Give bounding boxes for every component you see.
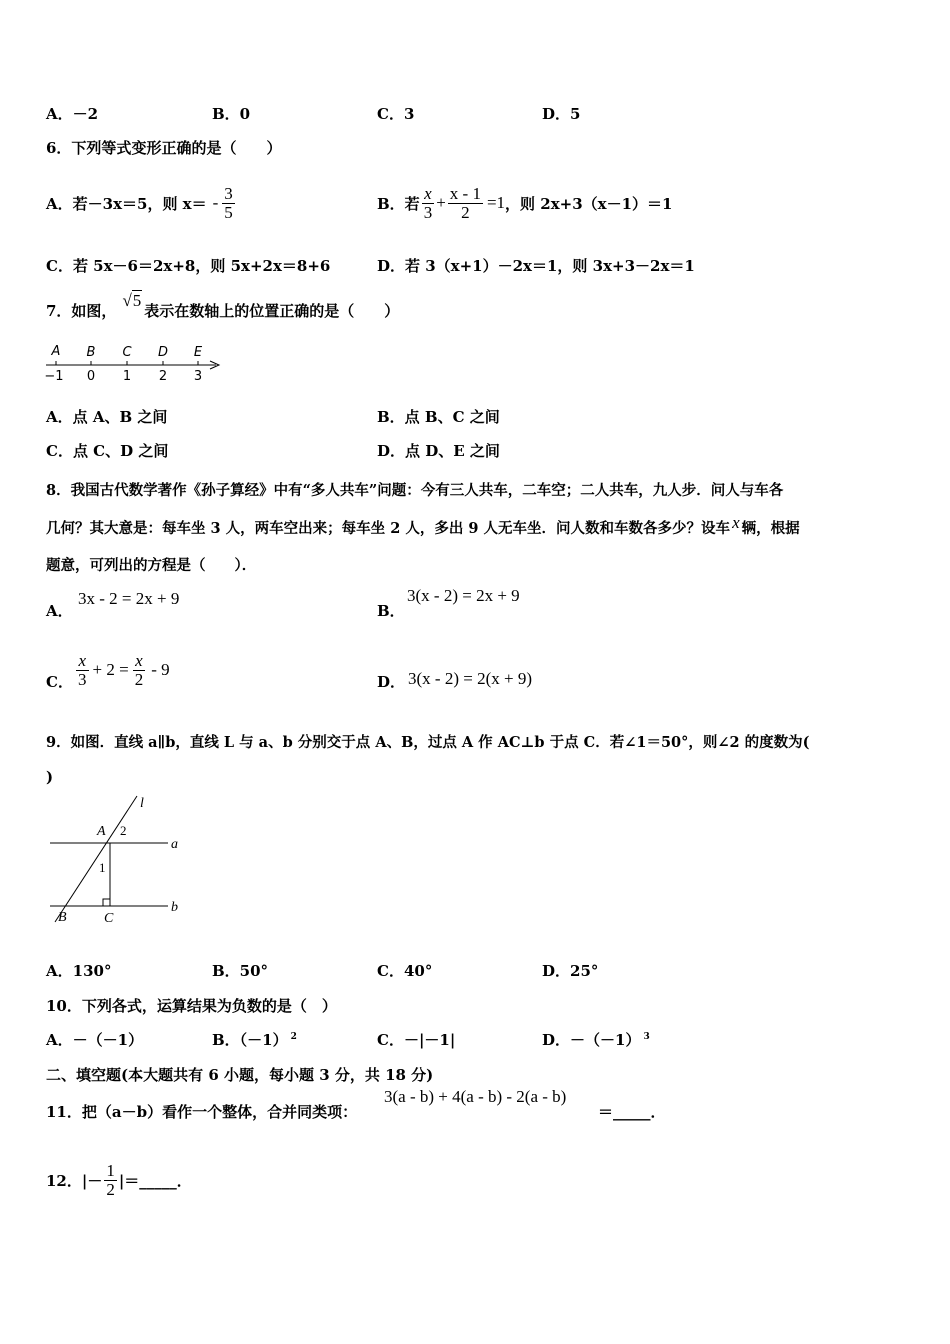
q10-option-d-exponent: 3 [643,1032,650,1042]
q8-line-2-pre: 几何？其大意是：每车坐 3 人，两车空出来；每车坐 2 人，多出 9 人无车坐．问人数和车数各多少？设车 [46,520,731,537]
q7-option-a: A．点 A、B 之间 [46,408,168,426]
fraction-numerator: 1 [106,1160,115,1180]
q7-stem-post: 表示在数轴上的位置正确的是（ ） [144,301,400,320]
q6-option-c: C．若 5x－6＝2x+8，则 5x+2x＝8+6 [46,257,331,275]
q8-option-c-fraction-2 [133,652,146,689]
plus-sign: + [436,193,446,212]
q8-line-3: 题意，可列出的方程是（ ）． [46,557,257,574]
q6-option-a-label: A．若－3x＝5，则 x＝ [46,194,207,213]
axis-letter-c: C [122,345,132,360]
label-point-a: A [97,824,106,839]
right-angle-icon [103,899,110,906]
label-line-b: b [171,900,178,915]
q6-option-b-fraction-1 [422,185,435,222]
q12-line [46,1150,192,1210]
axis-letter-e: E [193,345,203,360]
equals-one: =1 [486,193,506,212]
q10-option-b-exponent: 2 [290,1032,297,1042]
q8-option-a-label: A． [46,602,73,620]
q8-line-2 [46,513,800,538]
sqrt-five [122,291,142,311]
q10-option-b [212,1029,297,1050]
radical-icon: √ [122,291,132,310]
q9-line-2: ) [46,768,54,786]
q6-stem: 6．下列等式变形正确的是（ ） [46,139,282,157]
axis-letter-a: A [51,344,61,359]
fraction-denominator: 2 [448,203,483,222]
q5-option-b: B．0 [212,105,251,123]
q6-option-b-label: B．若 [377,194,420,213]
q8-option-d-equation: 3(x - 2) = 2(x + 9) [408,669,532,688]
q6-option-a-fraction [222,185,235,222]
section-2-title: 二、填空题(本大题共有 6 小题，每小题 3 分，共 18 分) [46,1066,434,1084]
q8-line-2-post: 辆，根据 [741,520,800,537]
q12-label: 12．|－ [46,1171,103,1190]
q7-stem-pre: 7．如图， [46,301,117,320]
fraction-numerator: x [78,650,87,670]
label-line-a: a [171,837,178,852]
q8-option-c-equation [76,648,170,692]
q10-stem: 10．下列各式，运算结果为负数的是（ ） [46,997,337,1015]
q11-answer-blank: ＝_____． [598,1103,666,1121]
q9-option-d: D．25° [542,962,599,980]
q10-option-d [542,1029,650,1050]
q11-stem: 11．把（a－b）看作一个整体，合并同类项： [46,1103,358,1121]
q8-option-c-label: C． [46,673,73,691]
radicand: 5 [132,291,142,310]
axis-number-2: 2 [158,369,168,384]
q6-option-b-tail: ，则 2x+3（x－1）＝1 [505,194,673,213]
q8-option-a-equation: 3x - 2 = 2x + 9 [78,589,180,608]
q9-option-a: A．130° [46,962,112,980]
q10-option-b-base: B．（－1） [212,1031,288,1049]
fraction-denominator: 2 [134,669,144,689]
fraction-numerator: x - 1 [449,183,481,203]
axis-number-0: 0 [86,369,96,384]
axis-number-neg1: −1 [44,369,64,384]
q7-option-d: D．点 D、E 之间 [377,442,500,460]
label-angle-2: 2 [120,823,127,838]
q5-option-a: A．－2 [46,105,99,123]
axis-ticks [56,361,198,365]
q6-option-b [377,171,672,235]
label-angle-1: 1 [99,860,106,875]
q7-option-c: C．点 C、D 之间 [46,442,169,460]
label-point-b: B [58,910,67,925]
fraction-numerator: 3 [224,183,233,203]
q7-option-b: B．点 B、C 之间 [377,408,500,426]
variable-x: x [732,513,740,532]
axis-letter-d: D [157,345,169,360]
q12-answer-blank: |＝_____． [118,1171,192,1190]
q8-option-b-label: B． [377,602,405,620]
q9-option-b: B．50° [212,962,269,980]
fraction-numerator: x [424,183,432,203]
q5-option-c: C．3 [377,105,415,123]
q6-option-b-fraction-2 [448,185,483,222]
fraction-denominator: 2 [106,1179,115,1199]
q10-option-a: A．－（－1） [46,1031,144,1049]
label-point-c: C [104,911,114,926]
label-l: l [140,796,144,811]
number-line-figure [40,338,230,388]
fraction-numerator: x [135,650,143,670]
axis-number-1: 1 [122,369,132,384]
q11-expression: 3(a - b) + 4(a - b) - 2(a - b) [384,1087,567,1106]
axis-number-3: 3 [193,369,203,384]
fraction-denominator: 3 [423,202,433,222]
q6-option-a-minus: - [212,193,219,212]
parallel-lines-figure [40,790,190,930]
q9-option-c: C．40° [377,962,433,980]
q6-option-d: D．若 3（x+1）－2x＝1，则 3x+3－2x＝1 [377,257,695,275]
q6-option-a [46,171,235,235]
transversal-l [55,796,137,922]
fraction-denominator: 5 [224,202,233,222]
q8-option-b-equation: 3(x - 2) = 2x + 9 [407,586,520,605]
axis-letter-b: B [86,345,96,360]
q7-stem [46,288,399,332]
q8-option-d-label: D． [377,673,406,691]
q12-fraction [104,1162,117,1199]
fraction-denominator: 3 [78,669,87,689]
q8-option-c-tail: - 9 [151,660,170,679]
q8-option-c-fraction-1 [76,652,89,689]
q10-option-d-base: D．－（－1） [542,1031,641,1049]
q8-line-1: 8．我国古代数学著作《孙子算经》中有“多人共车”问题：今有三人共车，二车空；二人共车，九人步．问人与车各 [46,482,784,499]
q5-option-d: D．5 [542,105,581,123]
q9-line-1: 9．如图．直线 a∥b，直线 L 与 a、b 分别交于点 A、B，过点 A 作 AC⊥b 于点 C．若∠1＝50°，则∠2 的度数为( [46,734,810,751]
q10-option-c: C．－|－1| [377,1031,456,1049]
q8-option-c-middle: + 2 = [92,660,129,679]
